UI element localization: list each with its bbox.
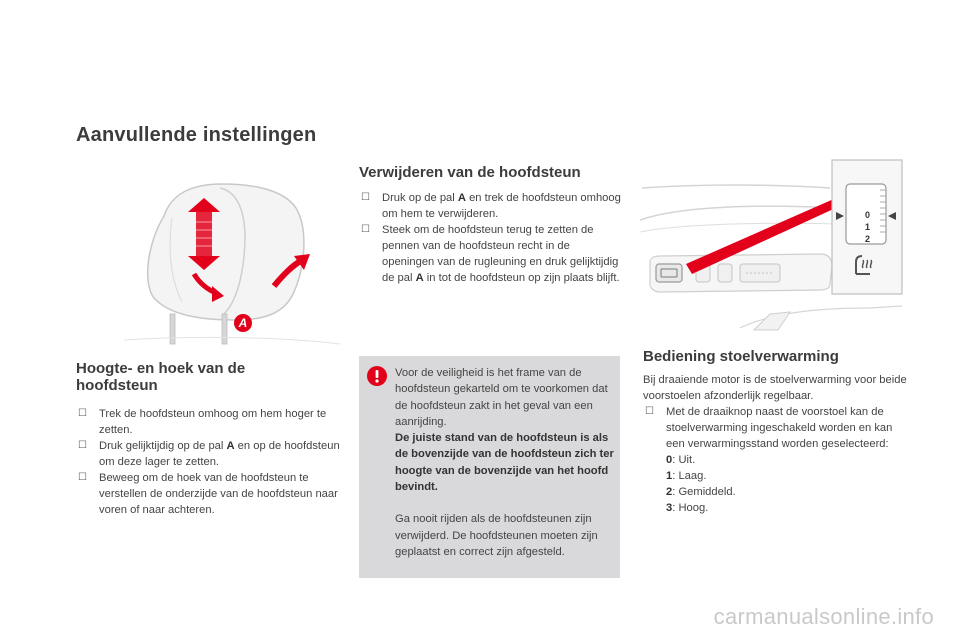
level-label: : Gemiddeld. bbox=[672, 486, 736, 498]
heating-heading: Bediening stoelverwarming bbox=[643, 348, 839, 365]
callout-a-badge: A bbox=[234, 314, 252, 332]
level-number: 2 bbox=[666, 486, 673, 498]
checkbox-bullet-icon: ☐ bbox=[361, 224, 370, 235]
headrest-heading-line2: hoofdsteun bbox=[76, 377, 158, 394]
remove-list bbox=[359, 190, 621, 286]
headrest-section bbox=[76, 360, 346, 518]
list-item-bold: A bbox=[457, 192, 466, 204]
level-item bbox=[643, 500, 907, 516]
list-item-bold: A bbox=[415, 272, 424, 284]
headrest-illustration bbox=[124, 178, 340, 348]
list-item-text: Met de draaiknop naast de voorstoel kan de stoelverwarming ingeschakeld worden en kan een verwarmingsstand worden geselecteerd: bbox=[666, 406, 893, 450]
warning-bold-paragraph bbox=[395, 430, 617, 495]
list-item bbox=[643, 404, 907, 452]
warning-box bbox=[359, 356, 620, 578]
level-item bbox=[643, 452, 907, 468]
checkbox-bullet-icon: ☐ bbox=[78, 408, 87, 419]
headrest-heading-line1: Hoogte- en hoek van de bbox=[76, 360, 246, 377]
list-item-text: Trek de hoofdsteun omhoog om hem hoger te zetten. bbox=[99, 408, 327, 436]
level-item bbox=[643, 484, 907, 500]
checkbox-bullet-icon: ☐ bbox=[78, 472, 87, 483]
page-title: Aanvullende instellingen bbox=[76, 124, 317, 146]
dial-label: 0 bbox=[865, 210, 871, 220]
level-label: : Hoog. bbox=[672, 502, 709, 514]
list-item-text: Druk op de pal bbox=[382, 192, 458, 204]
level-item bbox=[643, 468, 907, 484]
level-number: 0 bbox=[666, 454, 673, 466]
checkbox-bullet-icon: ☐ bbox=[645, 406, 654, 417]
heating-section bbox=[643, 348, 907, 516]
list-item bbox=[76, 406, 346, 438]
list-item bbox=[359, 190, 621, 222]
list-item bbox=[359, 222, 621, 286]
seat-heating-illustration bbox=[640, 158, 904, 338]
dial-label: 2 bbox=[865, 234, 871, 244]
watermark: carmanualsonline.info bbox=[713, 604, 934, 629]
level-label: : Laag. bbox=[672, 470, 707, 482]
remove-heading: Verwijderen van de hoofdsteun bbox=[359, 164, 581, 181]
list-item-text: en trek de hoofdsteun omhoog om hem te verwijderen. bbox=[382, 192, 621, 220]
remove-section bbox=[359, 164, 621, 286]
heating-list bbox=[643, 404, 907, 516]
heating-intro: Bij draaiende motor is de stoelverwarming voor beide voorstoelen afzonderlijk regelbaar. bbox=[643, 374, 907, 402]
headrest-list bbox=[76, 406, 346, 518]
list-item-text: Beweeg om de hoek van de hoofdsteun te verstellen de onderzijde van de hoofdsteun naar voren of naar achteren. bbox=[99, 472, 338, 516]
list-item-text: in tot de hoofdsteun op zijn plaats blijft. bbox=[423, 272, 620, 284]
warning-text bbox=[395, 365, 617, 560]
list-item bbox=[76, 470, 346, 518]
list-item-bold: A bbox=[226, 440, 235, 452]
dial-label: 1 bbox=[865, 222, 871, 232]
warning-icon bbox=[367, 366, 387, 386]
list-item-text: en op de hoofdsteun om deze lager te zetten. bbox=[99, 440, 340, 468]
checkbox-bullet-icon: ☐ bbox=[361, 192, 370, 203]
headrest-heading bbox=[76, 360, 346, 394]
checkbox-bullet-icon: ☐ bbox=[78, 440, 87, 451]
warning-paragraph-2: Ga nooit rijden als de hoofdsteunen zijn verwijderd. De hoofdsteunen moeten zijn geplaatst en correct zijn afgesteld. bbox=[395, 513, 598, 558]
list-item-text: Steek om de hoofdsteun terug te zetten de pennen van de hoofdsteun recht in de openingen van de rugleuning en druk gelijktijdig de pal bbox=[382, 224, 619, 284]
list-item bbox=[76, 438, 346, 470]
warning-paragraph: Voor de veiligheid is het frame van de hoofdsteun gekarteld om te voorkomen dat de hoofdsteun zakt in het geval van een aanrijding. bbox=[395, 367, 608, 428]
level-label: : Uit. bbox=[672, 454, 696, 466]
warning-bold-text: De juiste stand van de hoofdsteun is als de bovenzijde van de hoofdsteun zich ter hoogte van de bovenzijde van het hoofd bevindt. bbox=[395, 432, 614, 494]
level-number: 3 bbox=[666, 502, 673, 514]
list-item-text: Druk gelijktijdig op de pal bbox=[99, 440, 227, 452]
level-number: 1 bbox=[666, 470, 673, 482]
